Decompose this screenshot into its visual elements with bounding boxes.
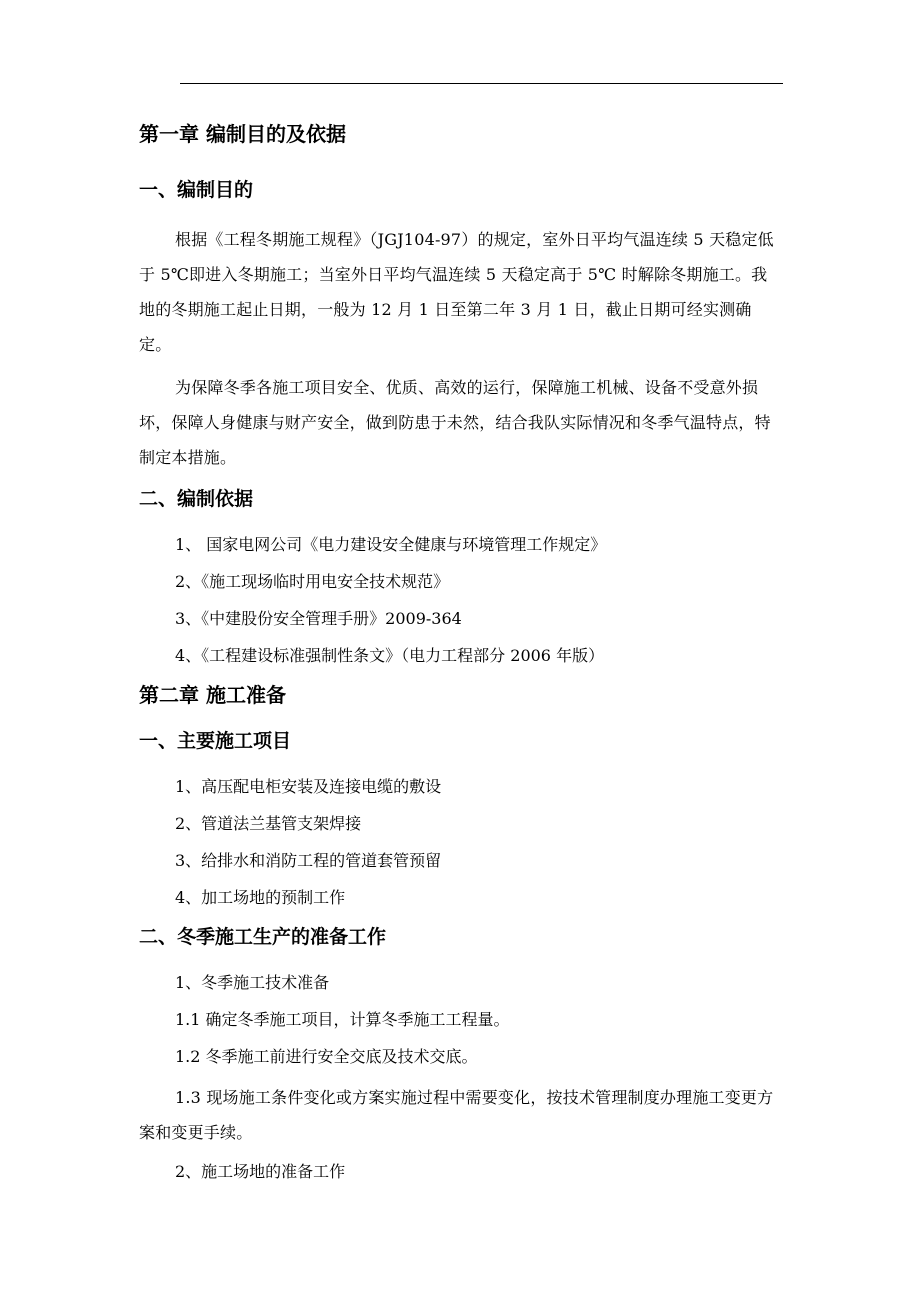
prep-item-1-3: 1.3 现场施工条件变化或方案实施过程中需要变化，按技术管理制度办理施工变更方案和变更手续。 [139, 1088, 774, 1142]
basis-item-2: 2、《施工现场临时用电安全技术规范》 [175, 572, 450, 591]
purpose-paragraph-2: 为保障冬季各施工项目安全、优质、高效的运行，保障施工机械、设备不受意外损坏，保障人身健康与财产安全，做到防患于未然，结合我队实际情况和冬季气温特点，特制定本措施。 [139, 378, 771, 467]
project-item-4: 4、加工场地的预制工作 [175, 888, 346, 907]
header-rule [180, 83, 783, 84]
chapter-2-title: 第二章 施工准备 [139, 683, 286, 707]
section-basis-title: 二、编制依据 [139, 488, 254, 510]
prep-item-1-2: 1.2 冬季施工前进行安全交底及技术交底。 [175, 1047, 478, 1066]
section-winter-prep-title: 二、冬季施工生产的准备工作 [139, 926, 387, 948]
section-projects-title: 一、主要施工项目 [139, 730, 292, 752]
purpose-paragraph-1: 根据《工程冬期施工规程》（JGJ104-97）的规定，室外日平均气温连续 5 天稳定低于 5℃即进入冬期施工；当室外日平均气温连续 5 天稳定高于 5℃ 时解除冬期施工。我地的冬期施工起止日期，一般为 12 月 1 日至第二年 3 月 1 日，截止日期可经实测确定。 [139, 230, 774, 354]
basis-item-3: 3、《中建股份安全管理手册》2009-364 [175, 609, 462, 628]
document-body [139, 118, 779, 1195]
section-purpose-title: 一、编制目的 [139, 179, 254, 201]
project-item-1: 1、高压配电柜安装及连接电缆的敷设 [175, 777, 442, 796]
prep-item-1: 1、冬季施工技术准备 [175, 973, 330, 992]
prep-item-1-1: 1.1 确定冬季施工项目，计算冬季施工工程量。 [175, 1010, 510, 1029]
prep-item-2: 2、施工场地的准备工作 [175, 1162, 346, 1181]
project-item-2: 2、管道法兰基管支架焊接 [175, 814, 362, 833]
basis-item-1: 1、 国家电网公司《电力建设安全健康与环境管理工作规定》 [175, 535, 607, 554]
chapter-1-title: 第一章 编制目的及依据 [139, 122, 346, 146]
basis-item-4: 4、《工程建设标准强制性条文》（电力工程部分 2006 年版） [175, 646, 605, 665]
project-item-3: 3、给排水和消防工程的管道套管预留 [175, 851, 442, 870]
